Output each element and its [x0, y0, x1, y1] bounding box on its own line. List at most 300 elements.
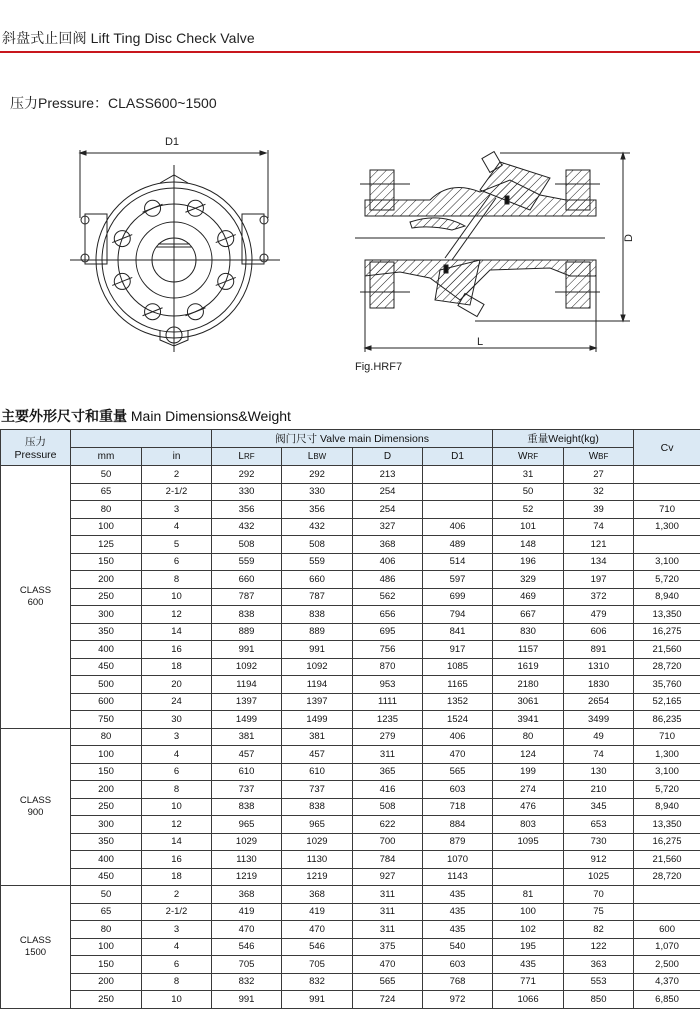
dimensions-table — [0, 429, 700, 1009]
cell-in: 5 — [142, 536, 212, 554]
cell-lbw: 838 — [282, 606, 353, 624]
cell-cv: 4,370 — [634, 973, 700, 991]
table-row — [1, 973, 700, 991]
cell-cv: 600 — [634, 921, 700, 939]
cell-wbf: 210 — [564, 781, 634, 799]
cell-lbw: 705 — [282, 956, 353, 974]
cell-cv: 8,940 — [634, 798, 700, 816]
cell-cv: 5,720 — [634, 781, 700, 799]
cell-d1 — [423, 466, 493, 484]
cell-in: 20 — [142, 676, 212, 694]
table-row — [1, 903, 700, 921]
table-row — [1, 571, 700, 589]
cell-lbw: 292 — [282, 466, 353, 484]
cell-in: 2-1/2 — [142, 483, 212, 501]
cell-d1: 603 — [423, 781, 493, 799]
cell-lrf: 1194 — [212, 676, 282, 694]
cell-wrf: 803 — [493, 816, 564, 834]
cell-cv: 8,940 — [634, 588, 700, 606]
cell-mm: 100 — [71, 938, 142, 956]
cell-lrf: 832 — [212, 973, 282, 991]
header-wbf-sub: BF — [598, 452, 608, 461]
cell-lbw: 419 — [282, 903, 353, 921]
cell-cv: 1,300 — [634, 518, 700, 536]
cell-lbw: 991 — [282, 991, 353, 1009]
cell-wbf: 345 — [564, 798, 634, 816]
header-lrf — [212, 448, 282, 466]
arrowhead — [621, 153, 625, 159]
cell-mm: 65 — [71, 903, 142, 921]
cell-in: 10 — [142, 798, 212, 816]
cell-lrf: 381 — [212, 728, 282, 746]
cell-cv — [634, 886, 700, 904]
pressure-class-cell — [1, 886, 71, 1009]
header-pressure-cn: 压力 — [1, 434, 70, 449]
body-upper-wall — [365, 180, 596, 216]
cell-lrf: 705 — [212, 956, 282, 974]
cell-wrf: 81 — [493, 886, 564, 904]
cell-lbw: 356 — [282, 501, 353, 519]
header-wrf-main: W — [518, 451, 527, 462]
cell-wbf: 32 — [564, 483, 634, 501]
table-row — [1, 501, 700, 519]
cell-d: 416 — [353, 781, 423, 799]
cell-d1: 972 — [423, 991, 493, 1009]
cell-cv — [634, 483, 700, 501]
header-wrf-sub: RF — [527, 452, 538, 461]
cell-wbf: 134 — [564, 553, 634, 571]
cell-d: 700 — [353, 833, 423, 851]
cell-in: 12 — [142, 816, 212, 834]
cell-lbw: 787 — [282, 588, 353, 606]
cell-wrf: 274 — [493, 781, 564, 799]
cell-mm: 250 — [71, 991, 142, 1009]
table-row — [1, 886, 700, 904]
cell-wrf: 469 — [493, 588, 564, 606]
header-wbf-main: W — [589, 451, 598, 462]
cell-lbw: 991 — [282, 641, 353, 659]
cell-lbw: 1499 — [282, 711, 353, 729]
cell-wrf: 435 — [493, 956, 564, 974]
cell-lrf: 889 — [212, 623, 282, 641]
cell-wbf: 49 — [564, 728, 634, 746]
cell-lbw: 330 — [282, 483, 353, 501]
cell-lrf: 419 — [212, 903, 282, 921]
header-d: D — [353, 448, 423, 466]
table-row — [1, 991, 700, 1009]
cell-d1: 470 — [423, 746, 493, 764]
seal — [505, 196, 509, 204]
pressure-rating: 压力Pressure：CLASS600~1500 — [10, 93, 217, 113]
cell-d1 — [423, 501, 493, 519]
cell-lbw: 470 — [282, 921, 353, 939]
cell-lrf: 546 — [212, 938, 282, 956]
cell-d: 311 — [353, 746, 423, 764]
cell-wbf: 39 — [564, 501, 634, 519]
cell-d1: 406 — [423, 728, 493, 746]
cell-in: 8 — [142, 781, 212, 799]
cell-d1: 540 — [423, 938, 493, 956]
cell-d: 470 — [353, 956, 423, 974]
cell-wbf: 197 — [564, 571, 634, 589]
cell-d1: 768 — [423, 973, 493, 991]
cell-lbw: 546 — [282, 938, 353, 956]
pressure-class-cell — [1, 728, 71, 886]
table-row — [1, 553, 700, 571]
header-lbw — [282, 448, 353, 466]
table-row — [1, 658, 700, 676]
cell-d1: 794 — [423, 606, 493, 624]
header-mm: mm — [71, 448, 142, 466]
cell-in: 16 — [142, 851, 212, 869]
cell-d: 565 — [353, 973, 423, 991]
cell-cv: 52,165 — [634, 693, 700, 711]
cell-d1: 1085 — [423, 658, 493, 676]
cell-d: 870 — [353, 658, 423, 676]
cell-lbw: 737 — [282, 781, 353, 799]
cell-wrf: 195 — [493, 938, 564, 956]
cell-d: 365 — [353, 763, 423, 781]
cell-in: 18 — [142, 868, 212, 886]
cell-cv — [634, 466, 700, 484]
cell-d1: 884 — [423, 816, 493, 834]
cell-wrf: 101 — [493, 518, 564, 536]
cell-d1: 435 — [423, 921, 493, 939]
cell-in: 14 — [142, 623, 212, 641]
cell-wbf: 850 — [564, 991, 634, 1009]
table-row — [1, 851, 700, 869]
cell-d1: 597 — [423, 571, 493, 589]
cell-mm: 80 — [71, 501, 142, 519]
cell-in: 12 — [142, 606, 212, 624]
header-wbf — [564, 448, 634, 466]
cell-d1: 406 — [423, 518, 493, 536]
cell-wbf: 74 — [564, 518, 634, 536]
cell-cv: 710 — [634, 728, 700, 746]
cell-d: 406 — [353, 553, 423, 571]
cell-wrf — [493, 868, 564, 886]
cell-mm: 65 — [71, 483, 142, 501]
cell-wbf: 363 — [564, 956, 634, 974]
cell-d1: 917 — [423, 641, 493, 659]
cell-d: 508 — [353, 798, 423, 816]
table-row — [1, 483, 700, 501]
cell-d: 1111 — [353, 693, 423, 711]
figure-caption: Fig.HRF7 — [355, 361, 402, 373]
header-lbw-main: L — [308, 451, 314, 462]
cell-lbw: 457 — [282, 746, 353, 764]
cell-in: 6 — [142, 956, 212, 974]
cell-in: 8 — [142, 571, 212, 589]
cell-d: 784 — [353, 851, 423, 869]
cell-in: 6 — [142, 763, 212, 781]
cell-in: 10 — [142, 991, 212, 1009]
cell-mm: 250 — [71, 588, 142, 606]
cell-in: 3 — [142, 501, 212, 519]
page-title: 斜盘式止回阀 Lift Ting Disc Check Valve — [2, 28, 255, 48]
cell-d1 — [423, 483, 493, 501]
cell-d1: 489 — [423, 536, 493, 554]
cell-in: 3 — [142, 728, 212, 746]
cell-d: 311 — [353, 921, 423, 939]
l-label: L — [477, 336, 483, 348]
cell-d1: 435 — [423, 886, 493, 904]
cell-cv: 13,350 — [634, 606, 700, 624]
cell-wbf: 891 — [564, 641, 634, 659]
cell-wrf: 50 — [493, 483, 564, 501]
cell-cv: 2,500 — [634, 956, 700, 974]
pressure-class-label: CLASS — [1, 795, 70, 807]
cell-in: 30 — [142, 711, 212, 729]
table-row — [1, 798, 700, 816]
cell-d1: 435 — [423, 903, 493, 921]
cell-cv: 21,560 — [634, 641, 700, 659]
header-d1: D1 — [423, 448, 493, 466]
cell-lrf: 737 — [212, 781, 282, 799]
header-pressure-en: Pressure — [1, 449, 70, 461]
cell-d1: 514 — [423, 553, 493, 571]
header-wrf — [493, 448, 564, 466]
cell-cv: 16,275 — [634, 833, 700, 851]
table-row — [1, 588, 700, 606]
cell-lbw: 1397 — [282, 693, 353, 711]
cell-d: 927 — [353, 868, 423, 886]
cell-lbw: 838 — [282, 798, 353, 816]
cell-wbf: 82 — [564, 921, 634, 939]
section-view-drawing — [340, 140, 640, 380]
cell-lbw: 1194 — [282, 676, 353, 694]
cell-lrf: 991 — [212, 991, 282, 1009]
cell-wbf: 606 — [564, 623, 634, 641]
table-row — [1, 711, 700, 729]
cell-wrf: 1157 — [493, 641, 564, 659]
cell-wbf: 479 — [564, 606, 634, 624]
d-label: D — [623, 234, 635, 242]
cell-d: 375 — [353, 938, 423, 956]
cell-in: 2-1/2 — [142, 903, 212, 921]
cell-d1: 1352 — [423, 693, 493, 711]
cell-wbf: 75 — [564, 903, 634, 921]
cell-wbf: 3499 — [564, 711, 634, 729]
cell-wrf: 148 — [493, 536, 564, 554]
cell-mm: 80 — [71, 921, 142, 939]
header-lbw-sub: BW — [313, 452, 326, 461]
cell-lrf: 838 — [212, 606, 282, 624]
body-lower-wall — [365, 260, 596, 300]
cell-wrf: 3061 — [493, 693, 564, 711]
cell-cv: 21,560 — [634, 851, 700, 869]
cell-d: 311 — [353, 903, 423, 921]
cell-wbf: 121 — [564, 536, 634, 554]
cell-wrf: 2180 — [493, 676, 564, 694]
cell-lbw: 610 — [282, 763, 353, 781]
cell-lrf: 1092 — [212, 658, 282, 676]
cell-lrf: 610 — [212, 763, 282, 781]
arrowhead — [590, 346, 596, 350]
cell-in: 4 — [142, 746, 212, 764]
cell-mm: 400 — [71, 851, 142, 869]
cell-lrf: 1219 — [212, 868, 282, 886]
cell-wrf: 476 — [493, 798, 564, 816]
cell-lbw: 559 — [282, 553, 353, 571]
cell-wbf: 653 — [564, 816, 634, 834]
cell-cv: 710 — [634, 501, 700, 519]
cell-lrf: 292 — [212, 466, 282, 484]
header-size-group — [71, 430, 212, 448]
cell-lrf: 356 — [212, 501, 282, 519]
table-row — [1, 956, 700, 974]
disc — [410, 218, 465, 230]
cell-mm: 750 — [71, 711, 142, 729]
cell-lbw: 889 — [282, 623, 353, 641]
cell-in: 4 — [142, 938, 212, 956]
pressure-class-label: CLASS — [1, 585, 70, 597]
cell-wbf: 122 — [564, 938, 634, 956]
cell-lrf: 1130 — [212, 851, 282, 869]
section-title — [1, 406, 291, 426]
table-row — [1, 938, 700, 956]
table-row — [1, 833, 700, 851]
cell-wrf: 1066 — [493, 991, 564, 1009]
cell-d: 327 — [353, 518, 423, 536]
header-dimensions-group: 阀门尺寸 Valve main Dimensions — [212, 430, 493, 448]
table-row — [1, 781, 700, 799]
cell-lbw: 1029 — [282, 833, 353, 851]
arrowhead — [260, 151, 266, 155]
cell-wrf: 1095 — [493, 833, 564, 851]
table-row — [1, 746, 700, 764]
cell-cv: 5,720 — [634, 571, 700, 589]
cell-cv: 1,070 — [634, 938, 700, 956]
cell-lrf: 838 — [212, 798, 282, 816]
table-row — [1, 466, 700, 484]
cell-lrf: 470 — [212, 921, 282, 939]
cell-in: 16 — [142, 641, 212, 659]
table-body — [1, 466, 700, 1009]
cell-wrf: 80 — [493, 728, 564, 746]
cell-lrf: 787 — [212, 588, 282, 606]
cell-cv: 35,760 — [634, 676, 700, 694]
cell-d: 279 — [353, 728, 423, 746]
cell-lbw: 832 — [282, 973, 353, 991]
cell-d: 622 — [353, 816, 423, 834]
cell-d: 368 — [353, 536, 423, 554]
cell-cv: 13,350 — [634, 816, 700, 834]
table-row — [1, 921, 700, 939]
cell-mm: 125 — [71, 536, 142, 554]
d1-label: D1 — [165, 136, 179, 148]
cell-wbf: 1025 — [564, 868, 634, 886]
cell-d: 1235 — [353, 711, 423, 729]
cell-lrf: 660 — [212, 571, 282, 589]
cell-mm: 200 — [71, 781, 142, 799]
cell-d: 695 — [353, 623, 423, 641]
cell-wbf: 74 — [564, 746, 634, 764]
cell-cv — [634, 903, 700, 921]
header-pressure — [1, 430, 71, 466]
cell-mm: 350 — [71, 833, 142, 851]
pressure-class-cell — [1, 466, 71, 729]
table-row — [1, 518, 700, 536]
header-cv: Cv — [634, 430, 700, 466]
table-row — [1, 868, 700, 886]
cell-mm: 500 — [71, 676, 142, 694]
cell-lrf: 1029 — [212, 833, 282, 851]
cell-wbf: 130 — [564, 763, 634, 781]
cell-mm: 150 — [71, 763, 142, 781]
cell-wbf: 372 — [564, 588, 634, 606]
cell-lbw: 381 — [282, 728, 353, 746]
cell-in: 3 — [142, 921, 212, 939]
cell-d: 756 — [353, 641, 423, 659]
cell-mm: 100 — [71, 518, 142, 536]
cell-wrf: 1619 — [493, 658, 564, 676]
cell-lrf: 559 — [212, 553, 282, 571]
cell-lrf: 1499 — [212, 711, 282, 729]
table-row — [1, 676, 700, 694]
cell-d: 953 — [353, 676, 423, 694]
pressure-class-value: 600 — [1, 597, 70, 609]
cell-wrf: 102 — [493, 921, 564, 939]
header-weight-group: 重量Weight(kg) — [493, 430, 634, 448]
cell-wbf: 912 — [564, 851, 634, 869]
cell-lrf: 432 — [212, 518, 282, 536]
table-row — [1, 763, 700, 781]
cell-lrf: 368 — [212, 886, 282, 904]
cell-wrf — [493, 851, 564, 869]
table-row — [1, 816, 700, 834]
cell-mm: 100 — [71, 746, 142, 764]
cell-wbf: 70 — [564, 886, 634, 904]
cell-wrf: 124 — [493, 746, 564, 764]
cell-cv — [634, 536, 700, 554]
seal — [444, 265, 448, 273]
cell-d1: 565 — [423, 763, 493, 781]
cell-wbf: 1310 — [564, 658, 634, 676]
cell-d1: 1143 — [423, 868, 493, 886]
cell-in: 14 — [142, 833, 212, 851]
cell-d1: 718 — [423, 798, 493, 816]
table-row — [1, 693, 700, 711]
cell-d1: 1070 — [423, 851, 493, 869]
section-title-en: Main Dimensions&Weight — [131, 408, 291, 424]
cell-d1: 1524 — [423, 711, 493, 729]
cell-lbw: 508 — [282, 536, 353, 554]
cell-d1: 841 — [423, 623, 493, 641]
cell-in: 18 — [142, 658, 212, 676]
cell-mm: 450 — [71, 868, 142, 886]
title-divider — [0, 51, 700, 53]
header-in: in — [142, 448, 212, 466]
arrowhead — [80, 151, 86, 155]
cell-in: 2 — [142, 466, 212, 484]
arrowhead — [621, 315, 625, 321]
cell-lrf: 457 — [212, 746, 282, 764]
pressure-class-value: 1500 — [1, 947, 70, 959]
cell-wbf: 2654 — [564, 693, 634, 711]
cell-mm: 80 — [71, 728, 142, 746]
pressure-class-label: CLASS — [1, 935, 70, 947]
cell-in: 2 — [142, 886, 212, 904]
cell-d: 656 — [353, 606, 423, 624]
cell-lbw: 1219 — [282, 868, 353, 886]
header-lrf-main: L — [238, 451, 244, 462]
cell-mm: 150 — [71, 956, 142, 974]
cell-wbf: 553 — [564, 973, 634, 991]
table-row — [1, 728, 700, 746]
cell-cv: 6,850 — [634, 991, 700, 1009]
cell-lrf: 508 — [212, 536, 282, 554]
